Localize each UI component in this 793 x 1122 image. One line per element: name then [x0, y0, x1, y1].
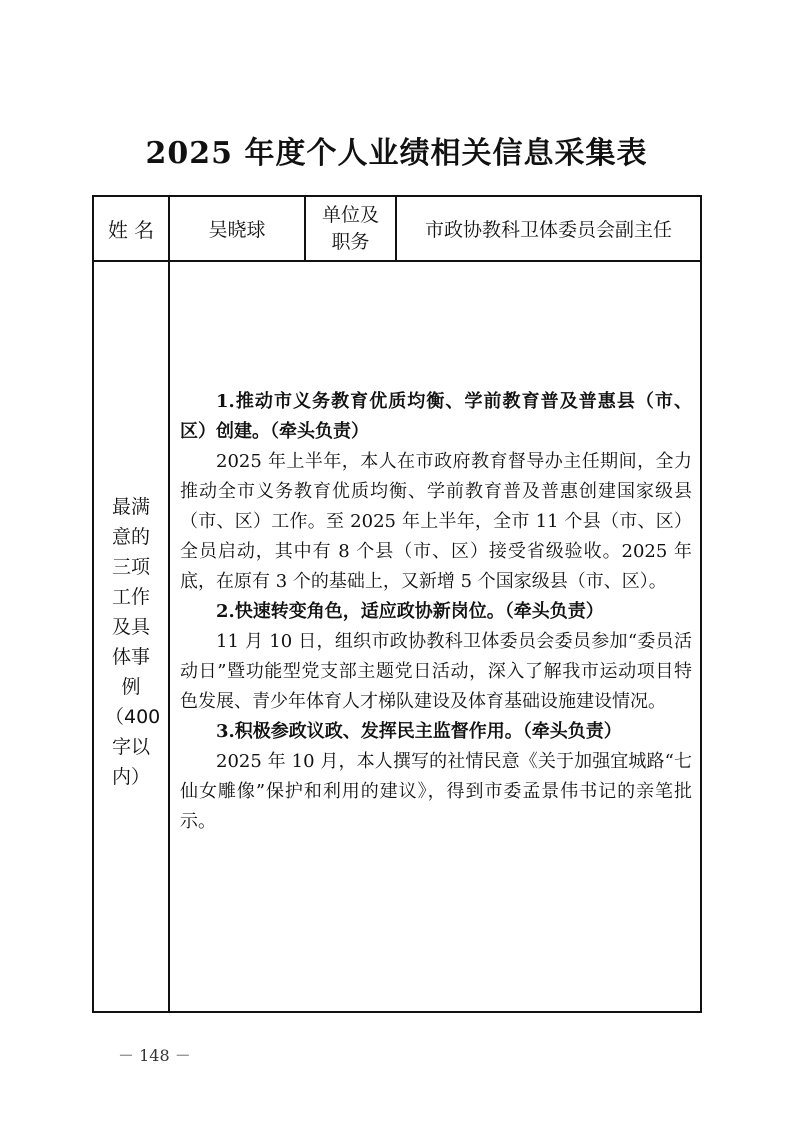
name-label: 姓 名 — [94, 197, 170, 260]
paragraph-2-heading: 2.快速转变角色，适应政协新岗位。（牵头负责） — [216, 601, 604, 622]
works-label: 最满意的三项工作及具体事例（400字以内） — [105, 495, 161, 788]
unit-label — [306, 197, 397, 260]
paragraph-1-heading: 1.推动市义务教育优质均衡、学前教育普及普惠县（市、区）创建。（牵头负责） — [180, 391, 692, 442]
header-row — [94, 197, 700, 262]
info-form-table — [92, 195, 702, 1013]
paragraph-3-body: 2025 年 10 月，本人撰写的社情民意《关于加强宜城路“七仙女雕像”保护和利用的建议》，得到市委孟景伟书记的亲笔批示。 — [180, 751, 692, 832]
paragraph-3-heading: 3.积极参政议政、发挥民主监督作用。（牵头负责） — [216, 721, 622, 742]
paragraph-1-body: 2025 年上半年，本人在市政府教育督导办主任期间，全力推动全市义务教育优质均衡、学前教育普及普惠创建国家级县（市、区）工作。至 2025 年上半年，全市 11 个县（市、区）全员启动，其中有 8 个县（市、区）接受省级验收。2025 年底，在原有 3 个的基础上，又新增 5 个国家级县（市、区）。 — [180, 451, 692, 592]
works-label-cell — [94, 262, 170, 1011]
page-title: 2025 年度个人业绩相关信息采集表 — [145, 136, 648, 171]
name-value: 吴晓球 — [170, 197, 306, 260]
unit-label-text: 单位及职务 — [321, 203, 379, 253]
paragraph-2-body: 11 月 10 日，组织市政协教科卫体委员会委员参加“委员活动日”暨功能型党支部主题党日活动，深入了解我市运动项目特色发展、青少年体育人才梯队建设及体育基础设施建设情况。 — [180, 631, 692, 712]
page-number: － 148 － — [118, 1046, 191, 1065]
works-content — [180, 387, 692, 837]
unit-value: 市政协教科卫体委员会副主任 — [424, 219, 672, 241]
